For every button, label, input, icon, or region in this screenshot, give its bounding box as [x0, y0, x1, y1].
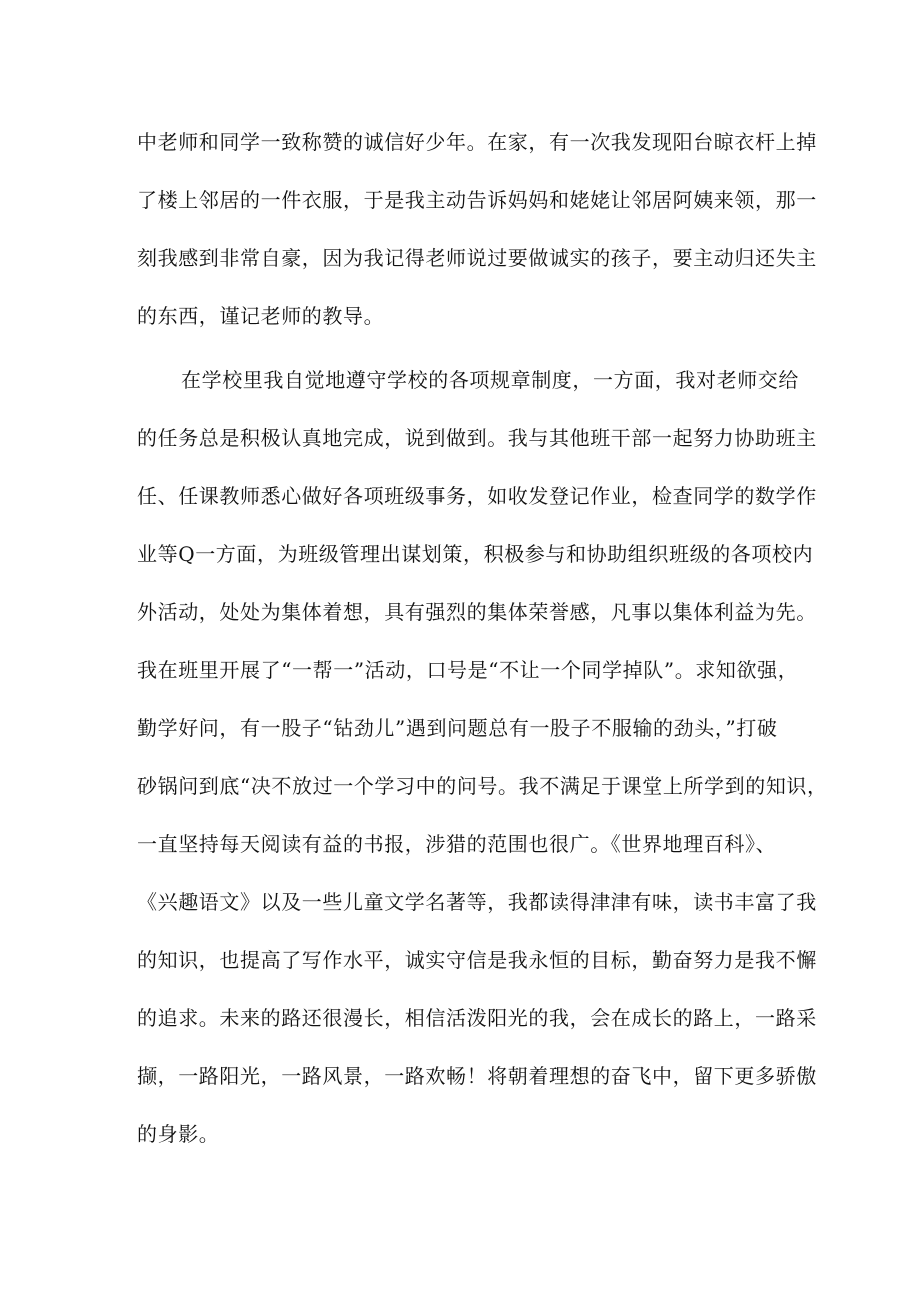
paragraph-2	[137, 351, 828, 1163]
text-line: 一直坚持每天阅读有益的书报，涉猎的范围也很广。《世界地理百科》、	[137, 832, 777, 856]
text-line: 业等Q一方面，为班级管理出谋划策，积极参与和协助组织班级的各项校内	[137, 542, 814, 566]
text-line: 了楼上邻居的一件衣服，于是我主动告诉妈妈和姥姥让邻居阿姨来领，那一	[137, 188, 817, 212]
text-line: 勤学好问，有一股子“钻劲儿”遇到问题总有一股子不服输的劲头，”打破	[137, 716, 778, 740]
text-line: 中老师和同学一致称赞的诚信好少年。在家，有一次我发现阳台晾衣杆上掉	[137, 130, 817, 154]
text-line: 的任务总是积极认真地完成，说到做到。我与其他班干部一起努力协助班主	[137, 426, 817, 450]
text-line: 刻我感到非常自豪，因为我记得老师说过要做诚实的孩子，要主动归还失主	[137, 246, 817, 270]
text-line: 外活动，处处为集体着想，具有强烈的集体荣誉感，凡事以集体利益为先。	[137, 600, 817, 624]
text-line: 《兴趣语文》以及一些儿童文学名著等，我都读得津津有味，读书丰富了我	[137, 890, 817, 914]
text-line: 的追求。未来的路还很漫长，相信活泼阳光的我，会在成长的路上，一路采	[137, 1006, 817, 1030]
text-line: 砂锅问到底“决不放过一个学习中的问号。我不满足于课堂上所学到的知识，	[137, 774, 828, 798]
text-line: 任、任课教师悉心做好各项班级事务，如收发登记作业，检查同学的数学作	[137, 484, 817, 508]
text-line: 撷，一路阳光，一路风景，一路欢畅！将朝着理想的奋飞中，留下更多骄傲	[137, 1064, 817, 1088]
text-line: 的东西，谨记老师的教导。	[137, 304, 385, 328]
text-line: 的知识，也提高了写作水平，诚实守信是我永恒的目标，勤奋努力是我不懈	[137, 948, 817, 972]
text-line: 在学校里我自觉地遵守学校的各项规章制度，一方面，我对老师交给	[181, 368, 799, 392]
paragraph-1	[137, 113, 817, 345]
text-line: 我在班里开展了“一帮一”活动，口号是“不让一个同学掉队”。求知欲强，	[137, 658, 799, 682]
text-line: 的身影。	[137, 1122, 220, 1146]
